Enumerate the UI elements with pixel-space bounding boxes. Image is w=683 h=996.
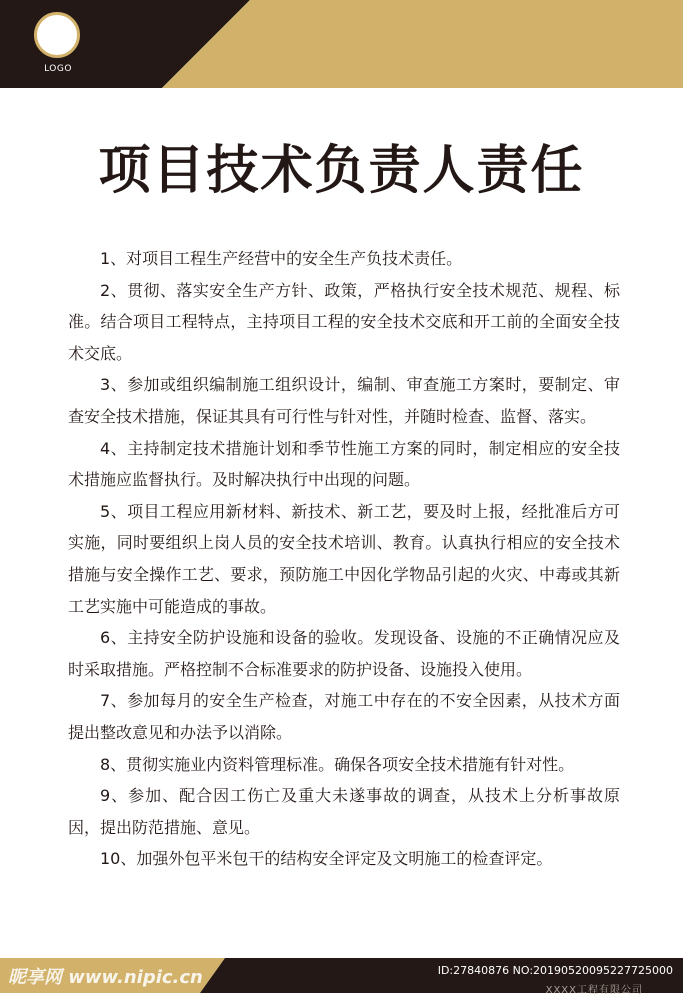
list-item: 6、主持安全防护设施和设备的验收。发现设备、设施的不正确情况应及时采取措施。严格控制不合标准要求的防护设备、设施投入使用。 xyxy=(68,628,620,679)
responsibility-list xyxy=(68,243,620,875)
image-id-text: ID:27840876 NO:20190520095227725000 xyxy=(437,964,673,977)
list-item: 3、参加或组织编制施工组织设计，编制、审查施工方案时，要制定、审查安全技术措施，保证其具有可行性与针对性，并随时检查、监督、落实。 xyxy=(68,375,620,426)
header-shapes xyxy=(0,0,683,88)
header-banner xyxy=(0,0,683,88)
logo-text: LOGO xyxy=(44,64,72,74)
list-item: 10、加强外包平米包干的结构安全评定及文明施工的检查评定。 xyxy=(100,849,553,869)
watermark-text: 昵享网 www.nipic.cn xyxy=(8,967,203,988)
list-item: 2、贯彻、落实安全生产方针、政策，严格执行安全技术规范、规程、标准。结合项目工程特点，主持项目工程的安全技术交底和开工前的全面安全技术交底。 xyxy=(68,280,620,363)
list-item: 8、贯彻实施业内资料管理标准。确保各项安全技术措施有针对性。 xyxy=(100,754,575,774)
list-item: 9、参加、配合因工伤亡及重大未遂事故的调查，从技术上分析事故原因，提出防范措施、意见。 xyxy=(68,786,620,837)
list-item: 1、对项目工程生产经营中的安全生产负技术责任。 xyxy=(100,249,463,268)
logo-circle xyxy=(34,12,80,58)
list-item: 5、项目工程应用新材料、新技术、新工艺，要及时上报，经批准后方可实施，同时要组织上岗人员的安全技术培训、教育。认真执行相应的安全技术措施与安全操作工艺、要求，预防施工中因化学物品引起的火灾、中毒或其新工艺实施中可能造成的事故。 xyxy=(68,501,620,616)
list-item: 7、参加每月的安全生产检查，对施工中存在的不安全因素，从技术方面提出整改意见和办法予以消除。 xyxy=(68,691,620,742)
header-gold-band xyxy=(162,0,683,88)
company-name: XXXX工程有限公司 xyxy=(545,985,643,996)
page-title: 项目技术负责人责任 xyxy=(98,141,585,201)
list-item: 4、主持制定技术措施计划和季节性施工方案的同时，制定相应的安全技术措施应监督执行。及时解决执行中出现的问题。 xyxy=(68,438,620,490)
